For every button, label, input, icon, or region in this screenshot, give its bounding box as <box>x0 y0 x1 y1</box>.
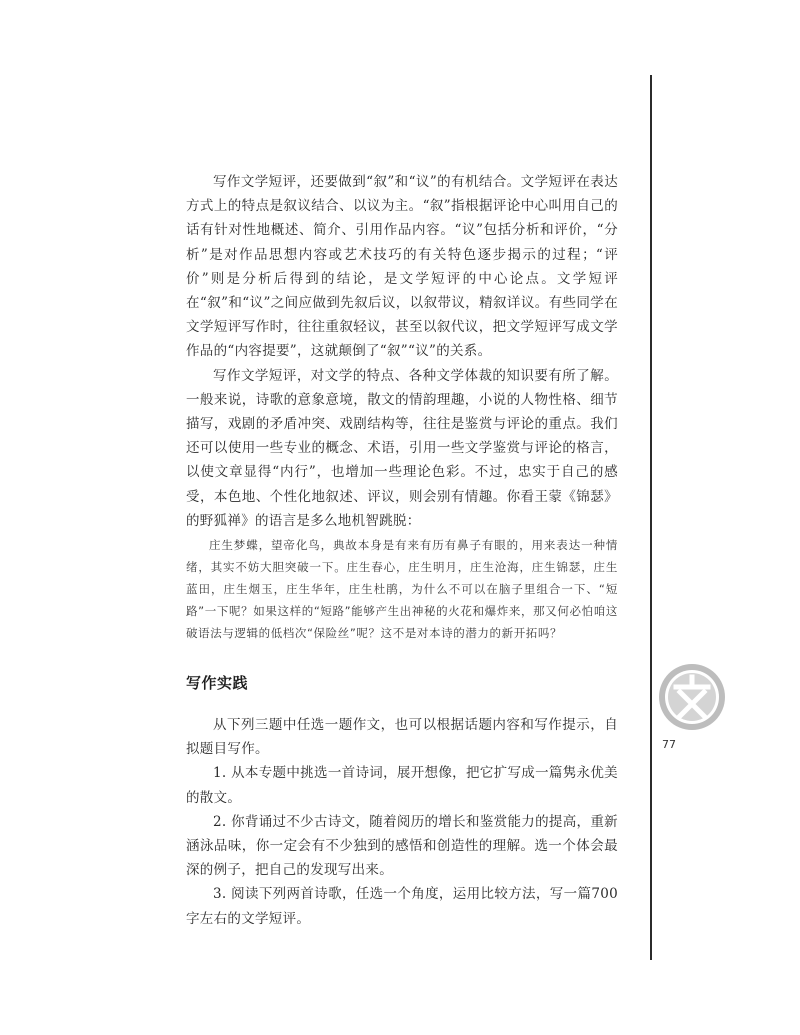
practice-item-3: 3. 阅读下列两首诗歌，任选一个角度，运用比较方法，写一篇700字左右的文学短评。 <box>186 886 618 927</box>
practice-item-2: 2. 你背诵过不少古诗文，随着阅历的增长和鉴赏能力的提高，重新涵泳品味，你一定会有不少独到的感悟和创造性的理解。选一个体会最深的例子，把自己的发现写出来。 <box>186 813 618 879</box>
margin-rule <box>650 75 652 960</box>
body-paragraph-1: 写作文学短评，还要做到“叙”和“议”的有机结合。文学短评在表达方式上的特点是叙议结合、以议为主。“叙”指根据评论中心叫用自己的话有针对性地概述、简介、引用作品内容。“议”包括分析和评价，“分析”是对作品思想内容或艺术技巧的有关特色逐步揭示的过程；“评价”则是分析后得到的结论，是文学短评的中心论点。文学短评在“叙”和“议”之间应做到先叙后议，以叙带议，精叙详议。有些同学在文学短评写作时，往往重叙轻议，甚至以叙代议，把文学短评写成文学作品的“内容提要”，这就颠倒了“叙”“议”的关系。 <box>186 174 618 360</box>
practice-item-1: 1. 从本专题中挑选一首诗词，展开想像，把它扩写成一篇隽永优美的散文。 <box>186 765 618 806</box>
quoted-passage: 庄生梦蝶，望帝化鸟，典故本身是有来有历有鼻子有眼的，用来表达一种情绪，其实不妨大胆突破一下。庄生春心，庄生明月，庄生沧海，庄生锦瑟，庄生蓝田，庄生烟玉，庄生华年，庄生杜鹃，为什么不可以在脑子里组合一下、“短路”一下呢？如果这样的“短路”能够产生出神秘的火花和爆炸来，那又何必怕咱这破语法与逻辑的低档次“保险丝”呢？这不是对本诗的潜力的新开拓吗？ <box>186 538 618 641</box>
section-title: 写作实践 <box>186 674 249 693</box>
page-number: 77 <box>662 738 676 751</box>
practice-intro: 从下列三题中任选一题作文，也可以根据话题内容和写作提示，自拟题目写作。 <box>186 717 618 758</box>
wen-character-emblem-icon <box>655 660 729 734</box>
body-paragraph-2: 写作文学短评，对文学的特点、各种文学体裁的知识要有所了解。一般来说，诗歌的意象意境，散文的情韵理趣，小说的人物性格、细节描写，戏剧的矛盾冲突、戏剧结构等，往往是鉴赏与评论的重点。我们还可以使用一些专业的概念、术语，引用一些文学鉴赏与评论的格言，以使文章显得“内行”，也增加一些理论色彩。不过，忠实于自己的感受，本色地、个性化地叙述、评议，则会别有情趣。你看王蒙《锦瑟》的野狐禅》的语言是多么地机智跳脱： <box>186 367 618 529</box>
main-text-column <box>186 170 618 931</box>
